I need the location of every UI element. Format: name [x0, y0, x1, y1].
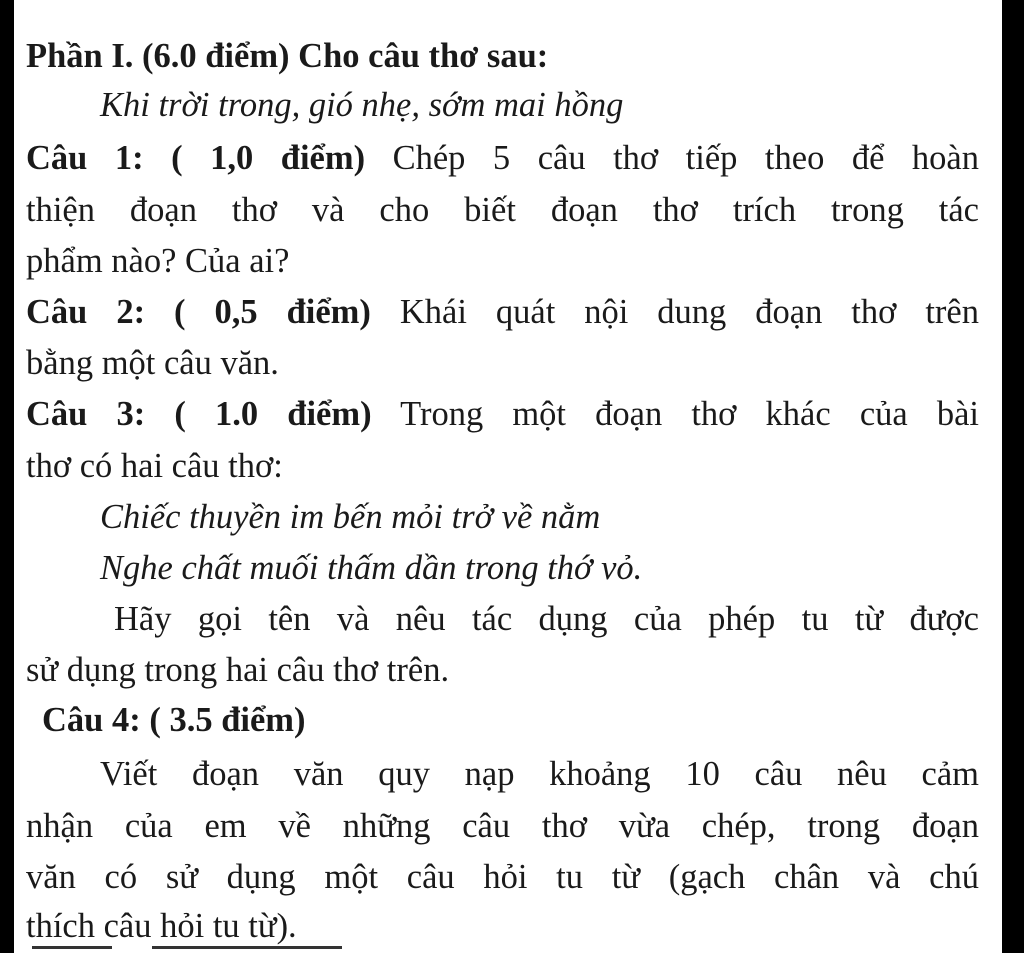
exam-page	[14, 0, 1002, 953]
question-3-text: Trong một đoạn thơ khác của bài	[371, 395, 979, 433]
question-1-line-1	[26, 138, 979, 178]
question-3-line-1	[26, 394, 979, 434]
part-heading: Phần I. (6.0 điểm) Cho câu thơ sau:	[26, 37, 549, 75]
question-4-label: Câu 4: ( 3.5 điểm)	[42, 701, 306, 739]
question-3-line-4: sử dụng trong hai câu thơ trên.	[26, 651, 450, 689]
question-4-line-3: văn có sử dụng một câu hỏi tu từ (gạch chân và chú	[26, 858, 979, 896]
question-1-label: Câu 1: ( 1,0 điểm)	[26, 139, 366, 177]
bottom-rule-left	[32, 946, 112, 949]
quoted-verse-1: Chiếc thuyền im bến mỏi trở về nằm	[100, 498, 601, 536]
question-3-label: Câu 3: ( 1.0 điểm)	[26, 395, 372, 433]
question-2-text: Khái quát nội dung đoạn thơ trên	[370, 293, 979, 331]
question-1-text: Chép 5 câu thơ tiếp theo để hoàn	[365, 139, 979, 177]
question-4-line-4: thích câu hỏi tu từ).	[26, 907, 297, 945]
question-4-line-2: nhận của em về những câu thơ vừa chép, trong đoạn	[26, 807, 979, 845]
quoted-verse-2: Nghe chất muối thấm dần trong thớ vỏ.	[100, 549, 643, 587]
question-4-line-1: Viết đoạn văn quy nạp khoảng 10 câu nêu cảm	[100, 755, 979, 793]
bottom-rule-right	[152, 946, 342, 949]
question-2-line-2: bằng một câu văn.	[26, 344, 279, 382]
question-2-label: Câu 2: ( 0,5 điểm)	[26, 293, 371, 331]
given-verse: Khi trời trong, gió nhẹ, sớm mai hồng	[100, 86, 624, 124]
question-1-line-2: thiện đoạn thơ và cho biết đoạn thơ trích trong tác	[26, 191, 979, 229]
question-2-line-1	[26, 292, 979, 332]
question-1-line-3: phẩm nào? Của ai?	[26, 242, 290, 280]
question-3-line-3: Hãy gọi tên và nêu tác dụng của phép tu từ được	[114, 600, 979, 638]
question-3-line-2: thơ có hai câu thơ:	[26, 447, 283, 485]
